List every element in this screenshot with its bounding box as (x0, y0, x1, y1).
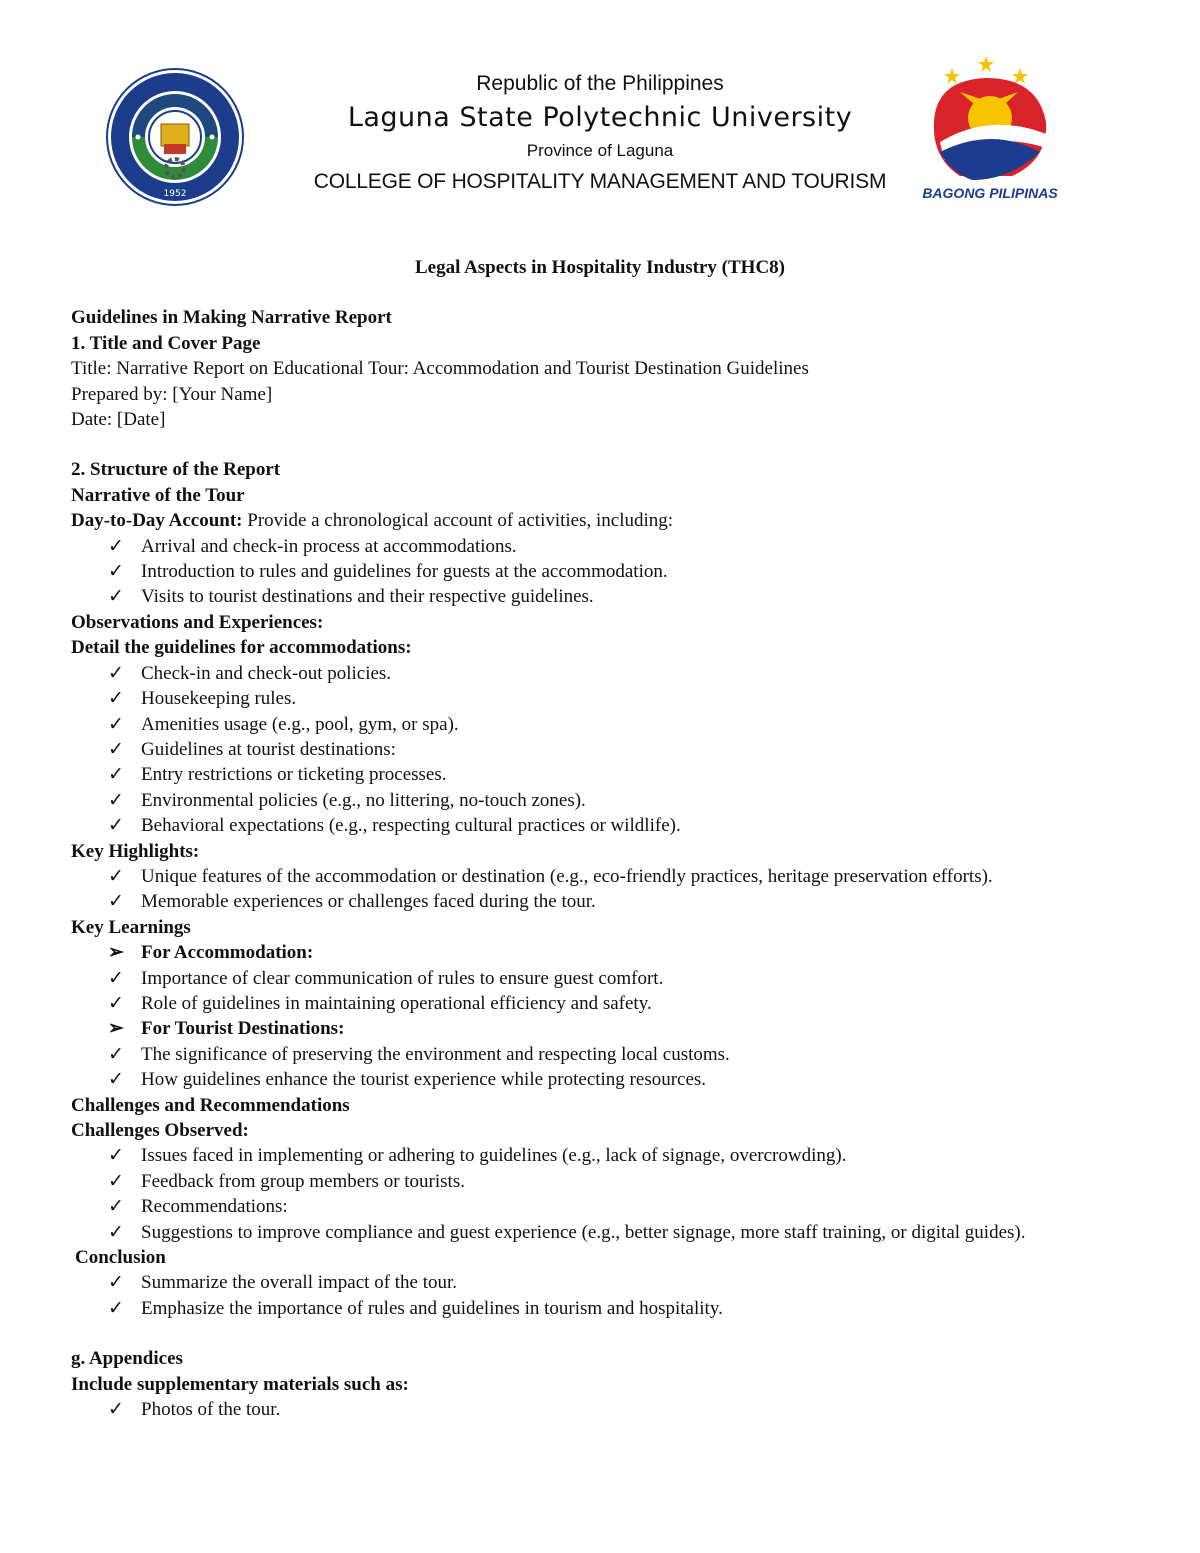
day-text: Provide a chronological account of activities, including: (242, 510, 674, 532)
check-mark-icon: ✓ (108, 1170, 124, 1192)
check-mark-icon: ✓ (108, 1272, 124, 1294)
challenges-heading: Challenges and Recommendations (71, 1094, 350, 1116)
checklist-item-text: Environmental policies (e.g., no littering, no-touch zones). (141, 789, 586, 811)
checklist-item (71, 661, 1129, 686)
narrative-heading: Narrative of the Tour (71, 484, 245, 506)
university-name: Laguna State Polytechnic University (347, 102, 853, 133)
document-body (71, 255, 1129, 1422)
checklist-item (71, 1220, 1129, 1245)
check-mark-icon: ✓ (108, 967, 124, 989)
lspu-seal-icon (106, 68, 244, 206)
check-mark-icon: ✓ (108, 891, 124, 913)
check-mark-icon: ✓ (108, 764, 124, 786)
check-mark-icon: ✓ (108, 535, 124, 557)
date-line: Date: [Date] (71, 409, 166, 431)
section-1-heading: 1. Title and Cover Page (71, 332, 261, 354)
conclusion-heading: Conclusion (75, 1247, 166, 1269)
check-mark-icon: ✓ (108, 1221, 124, 1243)
check-mark-icon: ✓ (108, 865, 124, 887)
bagong-pilipinas-logo-icon (900, 52, 1080, 202)
guidelines-heading: Guidelines in Making Narrative Report (71, 307, 392, 329)
check-mark-icon: ✓ (108, 561, 124, 583)
checklist-item-text: Role of guidelines in maintaining operational efficiency and safety. (141, 992, 652, 1014)
checklist-item-text: Summarize the overall impact of the tour. (141, 1272, 458, 1294)
checklist-item-text: Guidelines at tourist destinations: (141, 738, 396, 760)
checklist-item-text: Unique features of the accommodation or destination (e.g., eco-friendly practices, heritage preservation efforts). (141, 865, 993, 887)
observations-heading: Observations and Experiences: (71, 611, 324, 633)
observed-heading: Challenges Observed: (71, 1120, 249, 1141)
checklist-item (71, 889, 1129, 914)
checklist-item-text: The significance of preserving the environment and respecting local customs. (141, 1043, 730, 1065)
report-title-line: Title: Narrative Report on Educational Tour: Accommodation and Tourist Destination Guidelines (71, 358, 809, 380)
arrow-bullet-icon: ➢ (108, 1018, 124, 1040)
checklist-item (71, 813, 1129, 838)
checklist-item-text: Check-in and check-out policies. (141, 662, 392, 684)
check-mark-icon: ✓ (108, 713, 124, 735)
checklist-item-text: Introduction to rules and guidelines for guests at the accommodation. (141, 561, 668, 583)
checklist-item-text: Arrival and check-in process at accommodations. (141, 535, 517, 557)
checklist-item-text: Memorable experiences or challenges faced during the tour. (141, 891, 596, 913)
day-label: Day-to-Day Account: (71, 510, 243, 532)
checklist-item (71, 686, 1129, 711)
check-mark-icon: ✓ (108, 992, 124, 1014)
checklist-item-text: Entry restrictions or ticketing processes. (141, 764, 447, 786)
detail-heading: Detail the guidelines for accommodations: (71, 637, 412, 659)
arrow-bullet-icon: ➢ (108, 942, 124, 964)
checklist-item (71, 737, 1129, 762)
checklist-item (71, 1169, 1129, 1194)
checklist-item (71, 788, 1129, 813)
day-to-day-line (71, 508, 1129, 533)
subheading-text: For Tourist Destinations: (141, 1018, 345, 1040)
checklist-item (71, 1194, 1129, 1219)
check-mark-icon: ✓ (108, 688, 124, 710)
checklist-item (71, 534, 1129, 559)
check-mark-icon: ✓ (108, 1069, 124, 1091)
checklist-item-text: Behavioral expectations (e.g., respecting cultural practices or wildlife). (141, 815, 681, 837)
checklist-item (71, 1270, 1129, 1295)
checklist-item-text: Visits to tourist destinations and their respective guidelines. (141, 586, 594, 608)
check-mark-icon: ✓ (108, 738, 124, 760)
checklist-item (71, 1042, 1129, 1067)
check-mark-icon: ✓ (108, 1399, 124, 1421)
checklist-item-text: Issues faced in implementing or adhering to guidelines (e.g., lack of signage, overcrowding). (141, 1145, 847, 1167)
letterhead (300, 68, 900, 194)
highlights-heading: Key Highlights: (71, 840, 200, 862)
check-mark-icon: ✓ (108, 1145, 124, 1167)
checklist-item-text: How guidelines enhance the tourist experience while protecting resources. (141, 1069, 707, 1091)
check-mark-icon: ✓ (108, 1297, 124, 1319)
province-line: Province of Laguna (526, 141, 674, 160)
checklist-item (71, 762, 1129, 787)
check-mark-icon: ✓ (108, 662, 124, 684)
republic-line: Republic of the Philippines (476, 72, 724, 95)
for-destinations-subheading (71, 1016, 1129, 1041)
learnings-heading: Key Learnings (71, 916, 191, 938)
checklist-item-text: Recommendations: (141, 1196, 288, 1218)
checklist-item (71, 1397, 1129, 1422)
checklist-item-text: Housekeeping rules. (141, 688, 297, 710)
checklist-item (71, 712, 1129, 737)
course-title: Legal Aspects in Hospitality Industry (THC8) (414, 257, 785, 278)
appendices-heading: g. Appendices (71, 1348, 183, 1370)
checklist-item-text: Emphasize the importance of rules and guidelines in tourism and hospitality. (141, 1297, 723, 1319)
checklist-item (71, 1296, 1129, 1321)
section-2-heading: 2. Structure of the Report (71, 459, 281, 481)
checklist-item (71, 991, 1129, 1016)
checklist-item-text: Importance of clear communication of rules to ensure guest comfort. (141, 967, 664, 989)
check-mark-icon: ✓ (108, 815, 124, 837)
checklist-item-text: Amenities usage (e.g., pool, gym, or spa). (141, 713, 459, 735)
checklist-item (71, 584, 1129, 609)
checklist-item (71, 864, 1129, 889)
include-heading: Include supplementary materials such as: (71, 1373, 409, 1395)
checklist-item-text: Photos of the tour. (141, 1399, 281, 1421)
bagong-pilipinas-text: BAGONG PILIPINAS (922, 185, 1058, 201)
college-name: COLLEGE OF HOSPITALITY MANAGEMENT AND TOURISM (313, 170, 887, 193)
prepared-by-line: Prepared by: [Your Name] (71, 383, 273, 405)
checklist-item-text: Feedback from group members or tourists. (141, 1170, 465, 1192)
check-mark-icon: ✓ (108, 1043, 124, 1065)
check-mark-icon: ✓ (108, 586, 124, 608)
for-accommodation-subheading (71, 940, 1129, 965)
checklist-item (71, 1143, 1129, 1168)
subheading-text: For Accommodation: (141, 942, 314, 964)
checklist-item (71, 559, 1129, 584)
checklist-item-text: Suggestions to improve compliance and guest experience (e.g., better signage, more staff training, or digital guides). (141, 1221, 1026, 1243)
check-mark-icon: ✓ (108, 1196, 124, 1218)
seal-year: 1952 (163, 189, 187, 199)
checklist-item (71, 1067, 1129, 1092)
checklist-item (71, 966, 1129, 991)
check-mark-icon: ✓ (108, 789, 124, 811)
